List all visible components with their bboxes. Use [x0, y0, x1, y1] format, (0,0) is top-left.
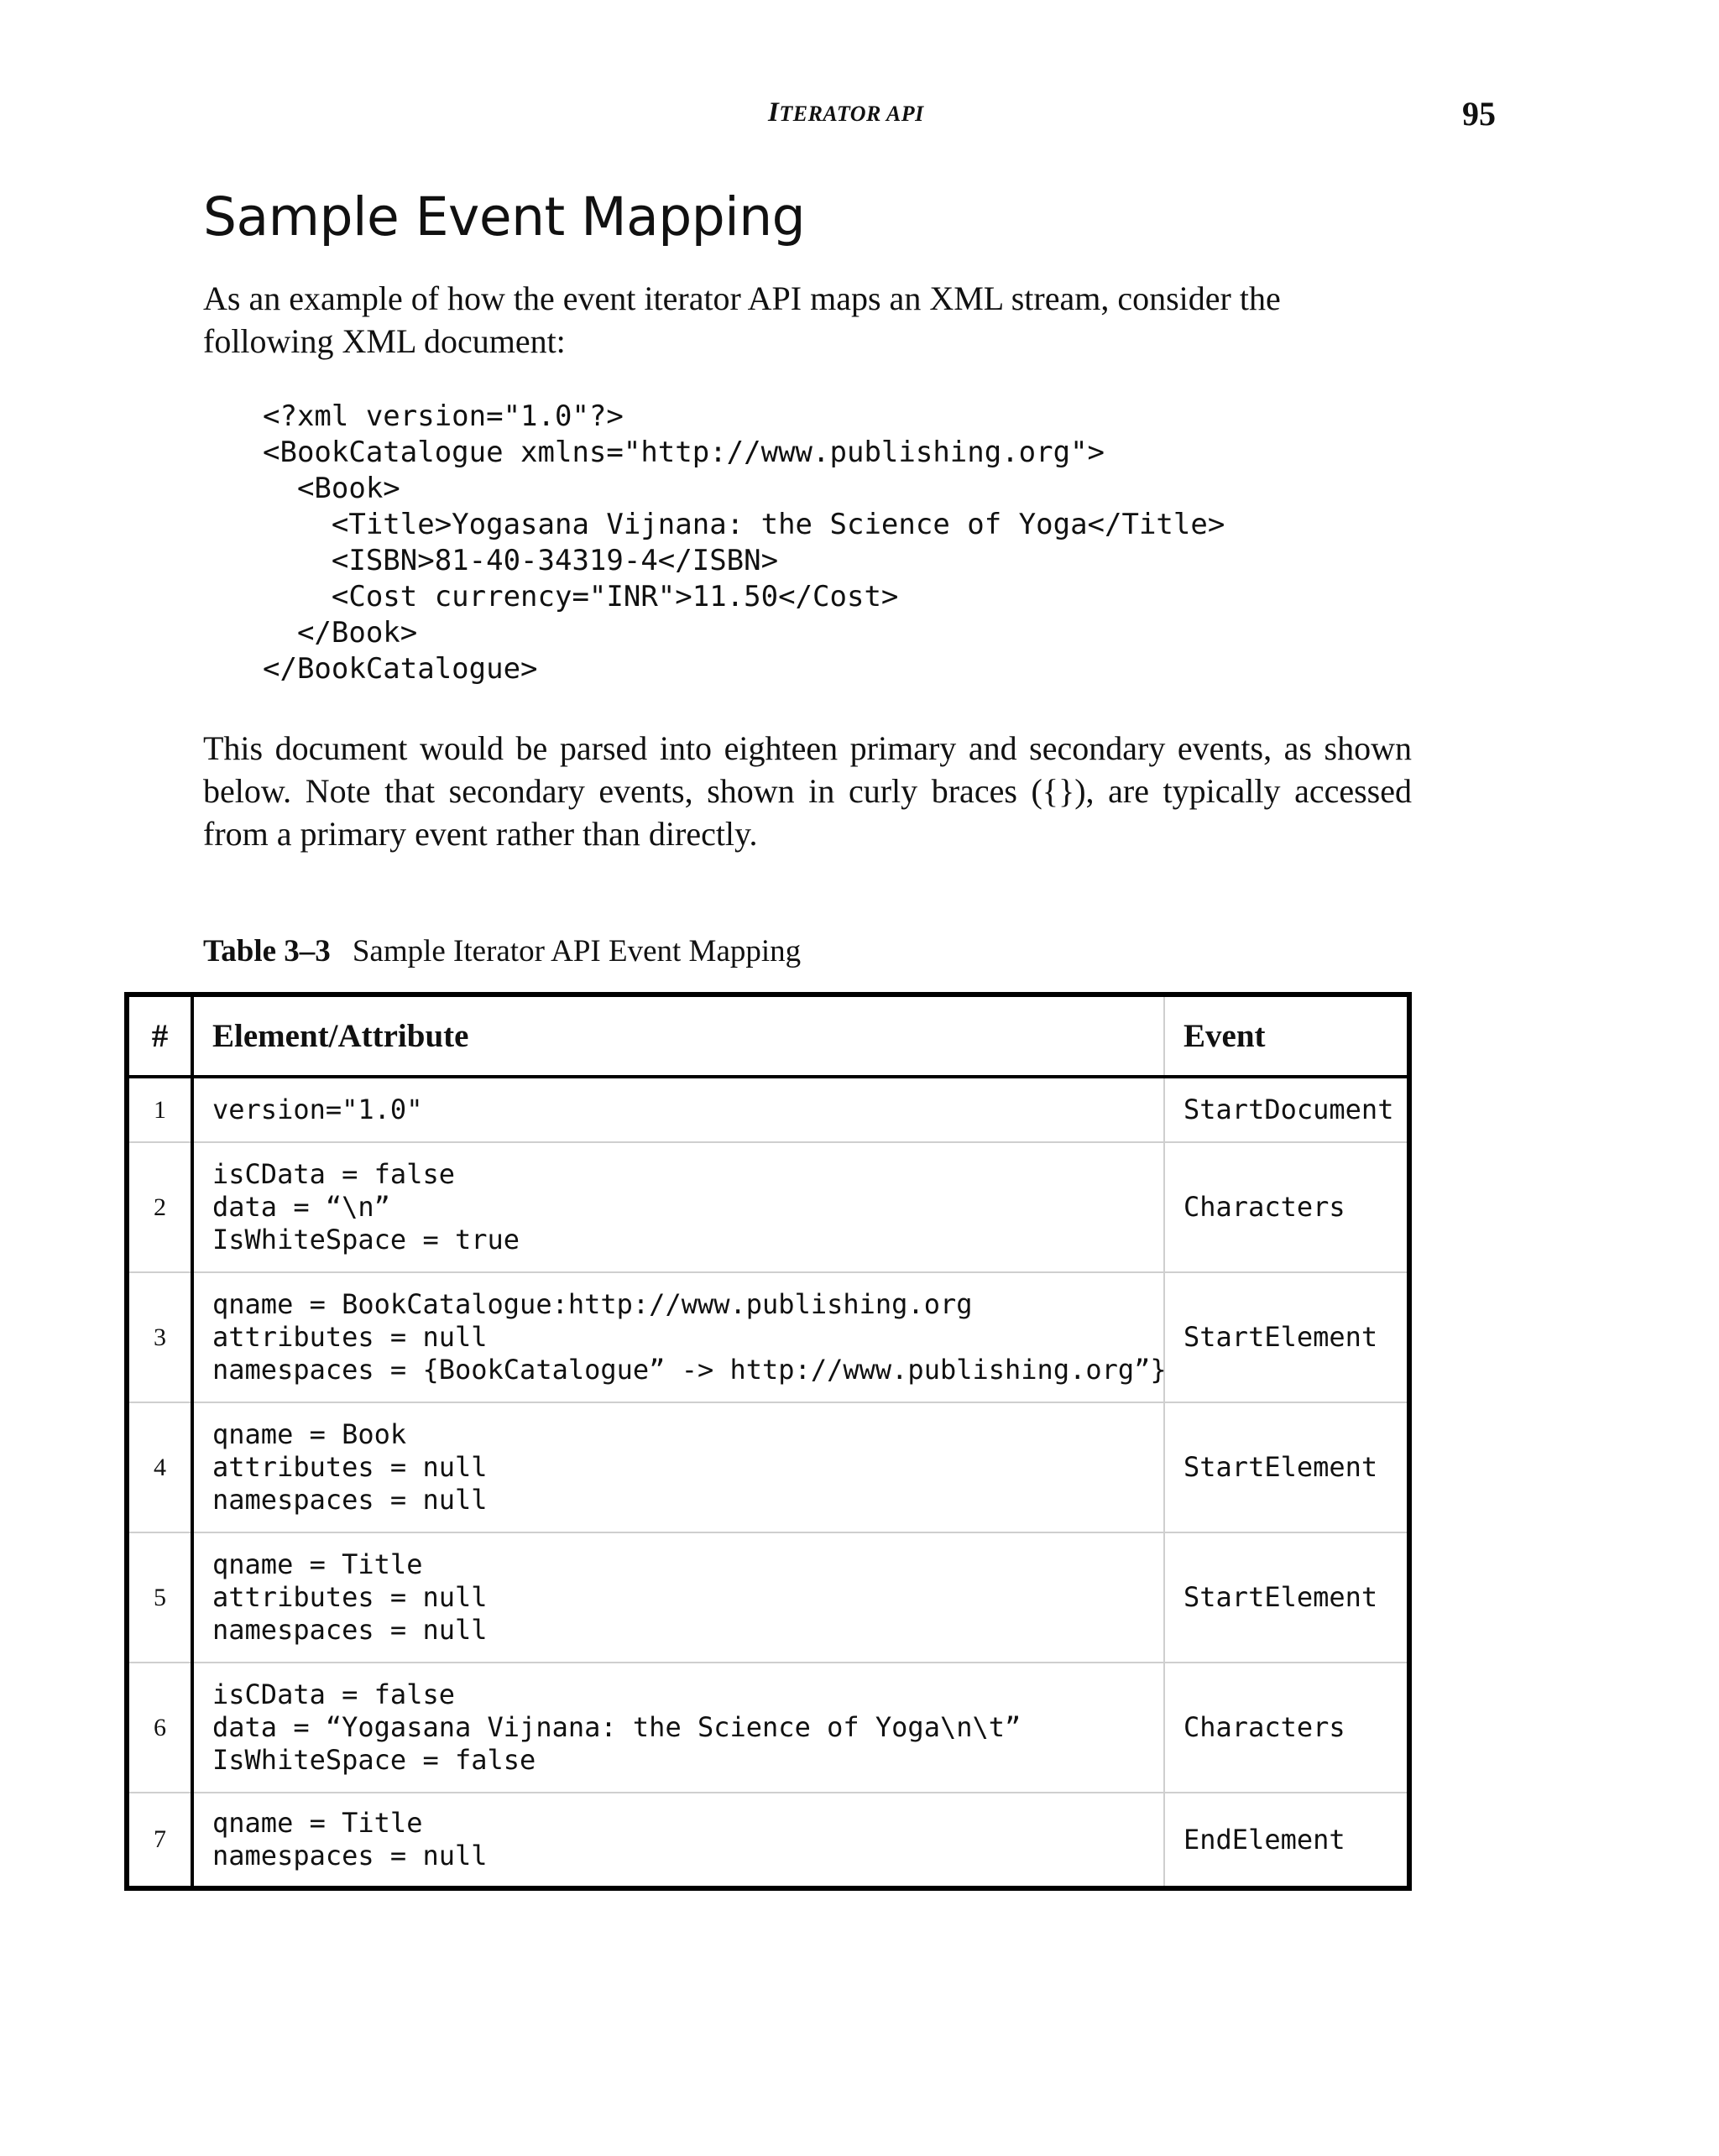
xml-code-sample: <?xml version="1.0"?> <BookCatalogue xmlns="http://www.publishing.org"> <Book> <Title>Yogasana Vijnana: the Science of Yoga</Title> <ISBN>81-40-34319-4</ISBN> <Cost currency="INR">11.50</Cost> </Book> </BookCatalogue>	[263, 399, 1225, 686]
row-number: 6	[127, 1663, 192, 1793]
header-event: Event	[1164, 994, 1409, 1077]
row-element-attribute: qname = BookCatalogue:http://www.publishing.org attributes = null namespaces = {BookCatalogue” -> http://www.publishing.org”}	[192, 1272, 1164, 1402]
table-caption-number: Table 3–3	[203, 934, 331, 968]
running-title	[768, 97, 924, 128]
row-event: StartElement	[1164, 1272, 1409, 1402]
table-row	[127, 1663, 1409, 1793]
row-element-attribute: qname = Title namespaces = null	[192, 1793, 1164, 1888]
running-title-initial: I	[768, 97, 780, 128]
row-element-attribute: isCData = false data = “\n” IsWhiteSpace = true	[192, 1142, 1164, 1272]
row-element-attribute: version="1.0"	[192, 1077, 1164, 1142]
table-caption-text: Sample Iterator API Event Mapping	[352, 934, 802, 968]
table-row	[127, 1142, 1409, 1272]
row-number: 3	[127, 1272, 192, 1402]
table-row	[127, 1793, 1409, 1888]
running-head	[0, 97, 1719, 139]
row-number: 2	[127, 1142, 192, 1272]
section-title: Sample Event Mapping	[203, 186, 806, 248]
row-number: 1	[127, 1077, 192, 1142]
row-event: StartElement	[1164, 1402, 1409, 1532]
row-event: Characters	[1164, 1663, 1409, 1793]
row-number: 4	[127, 1402, 192, 1532]
row-element-attribute: qname = Title attributes = null namespaces = null	[192, 1532, 1164, 1663]
followup-paragraph: This document would be parsed into eighteen primary and secondary events, as shown below. Note that secondary events, shown in curly braces ({}), are typically accessed from a primary event rather than directly.	[203, 729, 1412, 853]
row-event: EndElement	[1164, 1793, 1409, 1888]
header-element-attribute: Element/Attribute	[192, 994, 1164, 1077]
row-event: Characters	[1164, 1142, 1409, 1272]
page-number: 95	[1462, 95, 1496, 133]
running-title-rest: TERATOR API	[779, 102, 924, 126]
row-element-attribute: qname = Book attributes = null namespaces = null	[192, 1402, 1164, 1532]
table-row	[127, 1402, 1409, 1532]
event-mapping-table	[124, 992, 1412, 1891]
table-caption	[203, 933, 801, 969]
row-event: StartElement	[1164, 1532, 1409, 1663]
table-row	[127, 1077, 1409, 1142]
table-row	[127, 1272, 1409, 1402]
table-header-row	[127, 994, 1409, 1077]
row-element-attribute: isCData = false data = “Yogasana Vijnana: the Science of Yoga\n\t” IsWhiteSpace = false	[192, 1663, 1164, 1793]
row-number: 7	[127, 1793, 192, 1888]
intro-paragraph: As an example of how the event iterator API maps an XML stream, consider the following XML document:	[203, 279, 1281, 360]
row-number: 5	[127, 1532, 192, 1663]
row-event: StartDocument	[1164, 1077, 1409, 1142]
header-number: #	[127, 994, 192, 1077]
table-row	[127, 1532, 1409, 1663]
